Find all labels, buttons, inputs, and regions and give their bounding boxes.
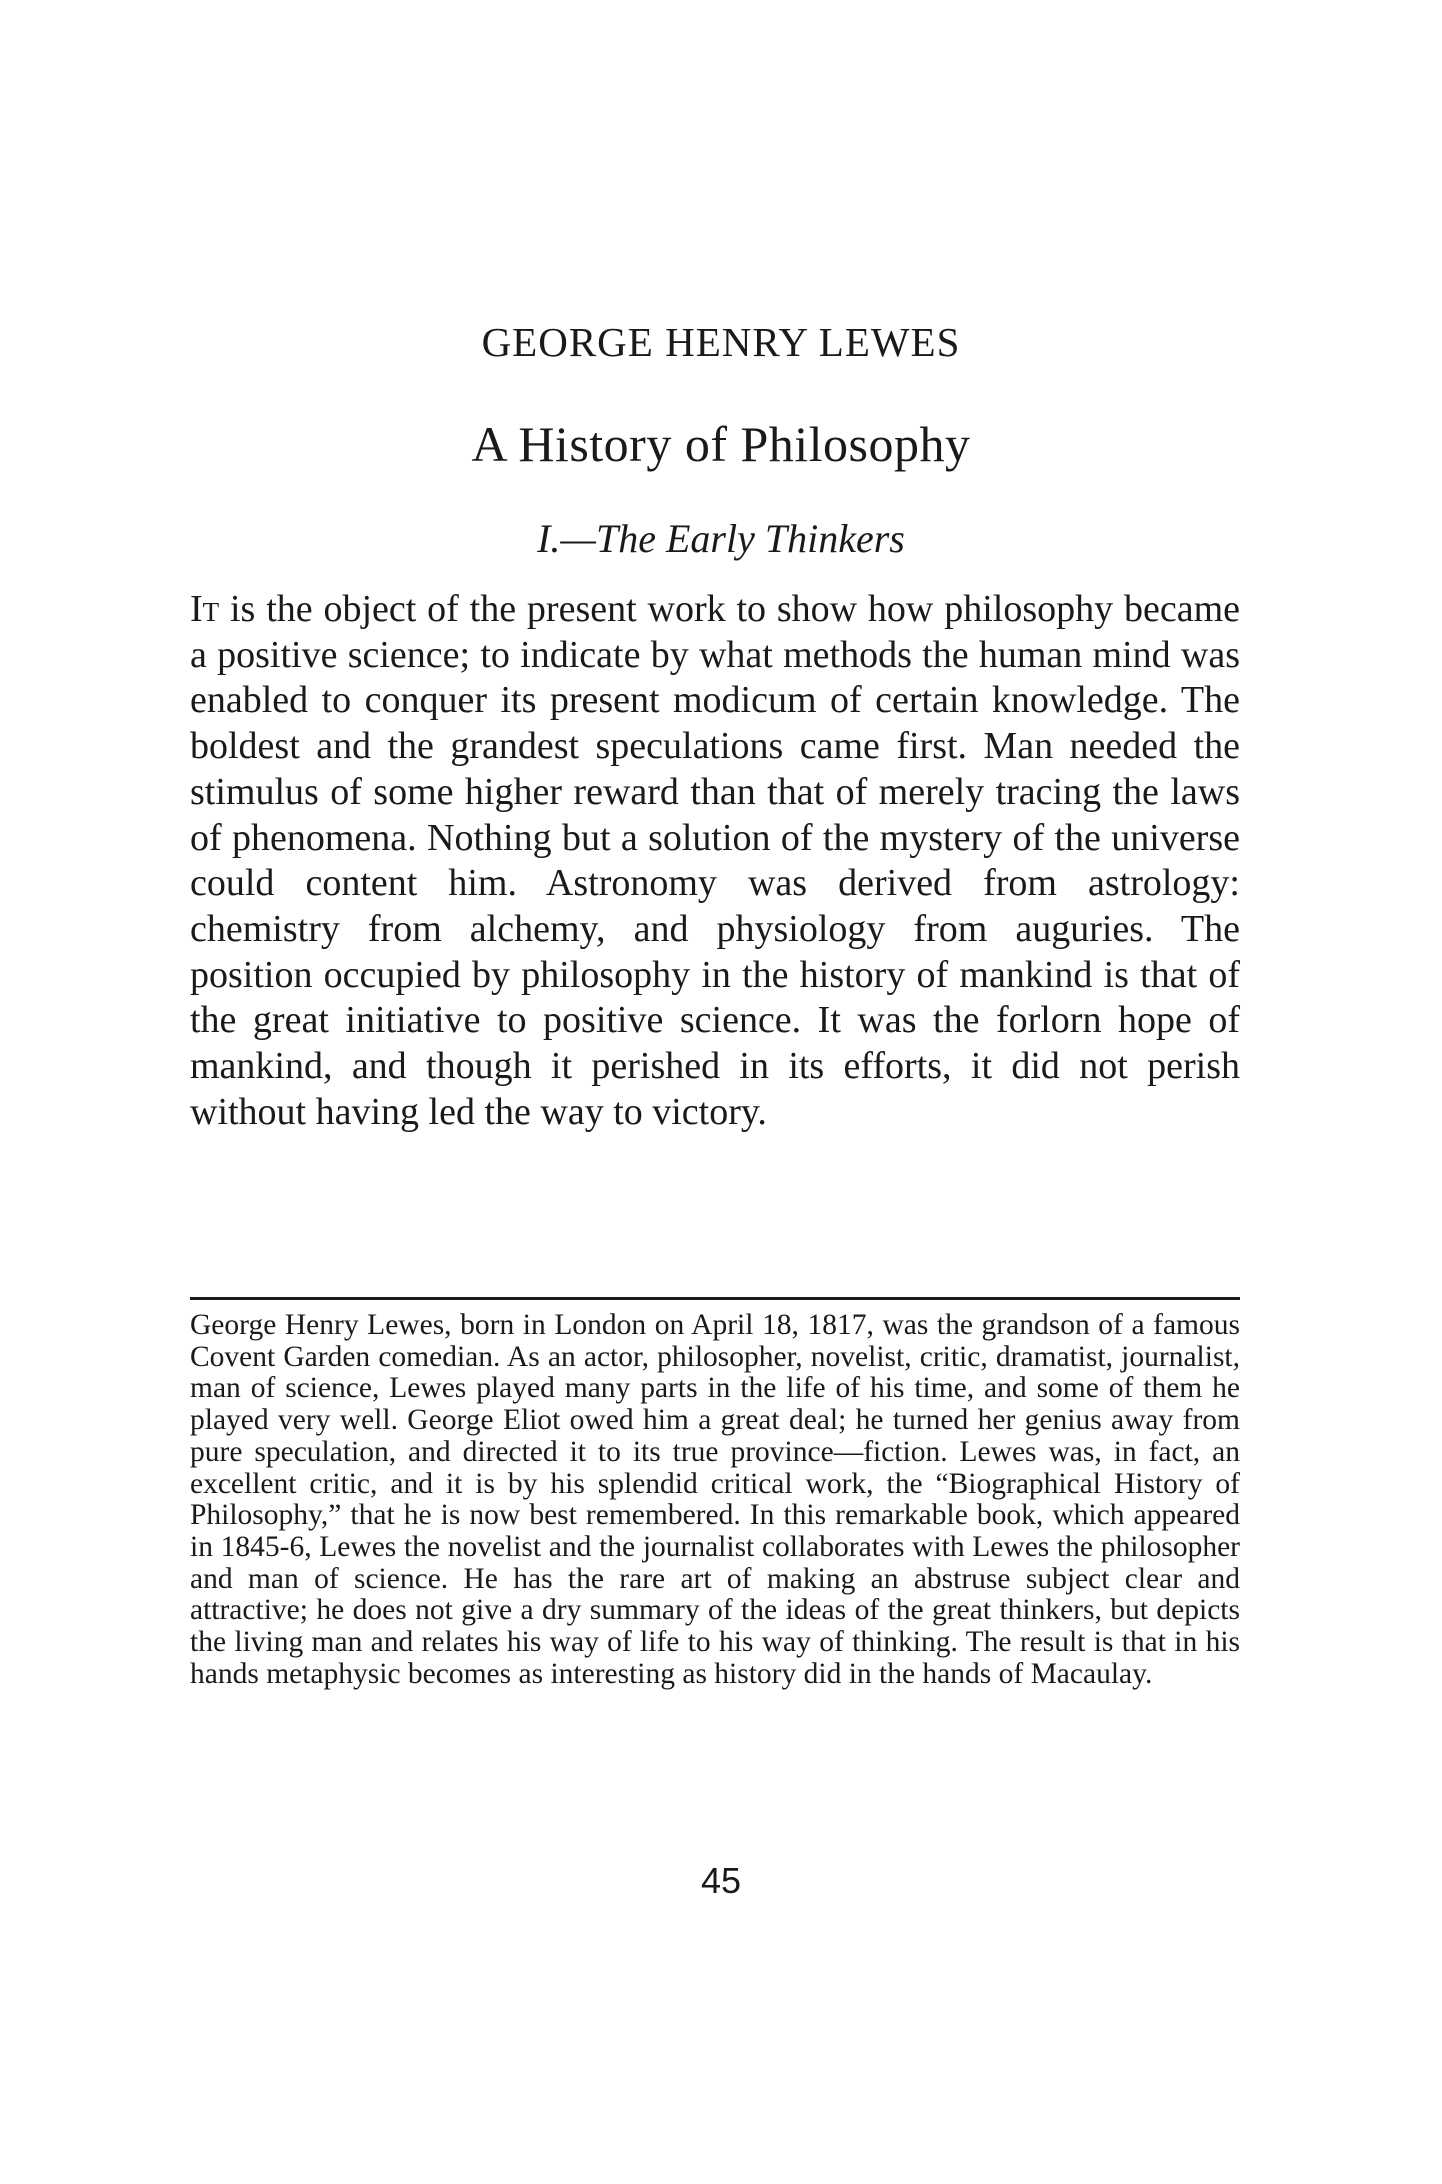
body-paragraph (190, 587, 1240, 1135)
body-text: is the object of the present work to show how philosophy became a positive science; to indicate by what methods the human mind was enabled to conquer its present modicum of certain knowledge. The boldest and the grandest speculations came first. Man needed the stimulus of some higher reward than that of merely tracing the laws of phenomena. Nothing but a solution of the mystery of the universe could content him. Astronomy was derived from astrology: chemistry from alchemy, and physiology from auguries. The position occupied by philosophy in the history of mankind is that of the great initiative to positive science. It was the forlorn hope of mankind, and though it perished in its efforts, it did not perish without having led the way to victory. (190, 588, 1240, 1133)
page-number: 45 (700, 1860, 742, 1901)
footnote-paragraph: George Henry Lewes, born in London on April 18, 1817, was the grandson of a famous Covent Garden comedian. As an actor, philosopher, novelist, critic, dramatist, journalist, man of science, Lewes played many parts in the life of his time, and some of them he played very well. George Eliot owed him a great deal; he turned her genius away from pure speculation, and directed it to its true province—fiction. Lewes was, in fact, an excellent critic, and it is by his splendid critical work, the “Biographical History of Philosophy,” that he is now best remembered. In this remarkable book, which appeared in 1845-6, Lewes the novelist and the journalist collaborates with Lewes the philosopher and man of science. He has the rare art of making an abstruse subject clear and attractive; he does not give a dry summary of the ideas of the great thinkers, but depicts the living man and relates his way of life to his way of thinking. The result is that in his hands metaphysic becomes as interesting as history did in the hands of Macaulay. (190, 1309, 1240, 1690)
page-title: A History of Philosophy (471, 416, 971, 472)
section-subtitle: I.—The Early Thinkers (537, 516, 905, 561)
author-heading: GEORGE HENRY LEWES (481, 319, 961, 365)
lead-word: It (190, 588, 220, 630)
footnote-divider (190, 1297, 1240, 1300)
